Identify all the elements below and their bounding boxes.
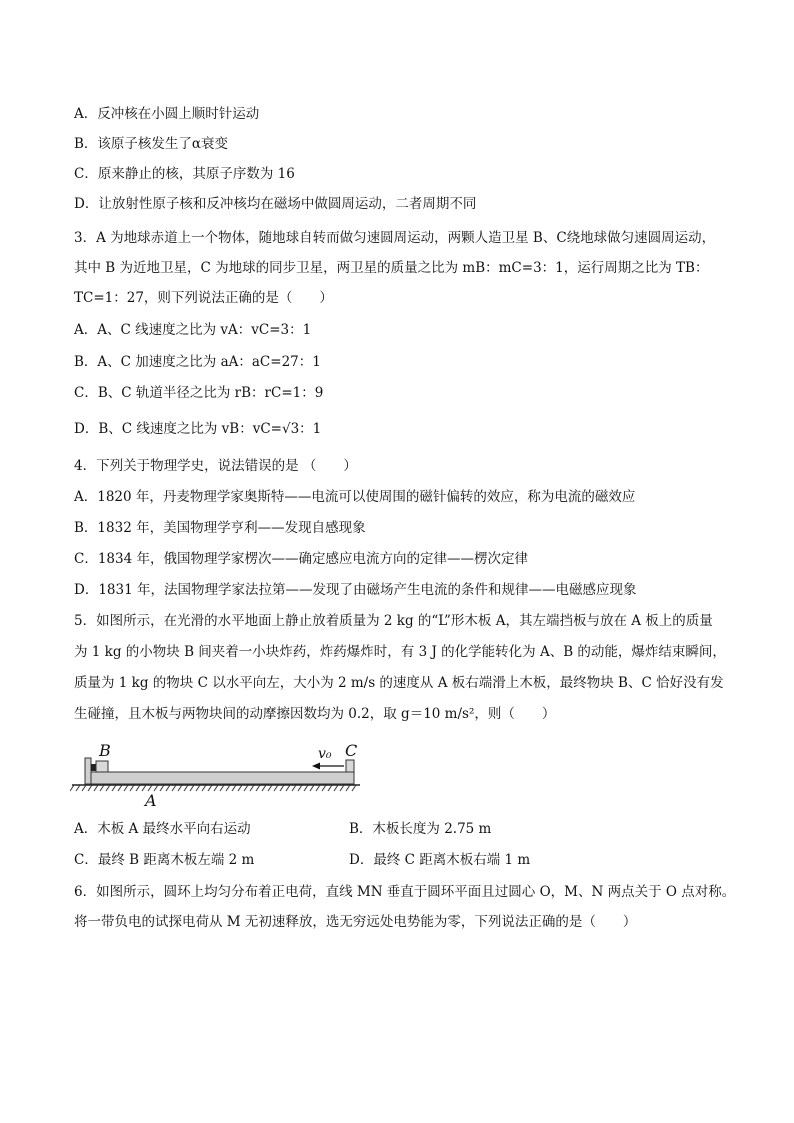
q3-option-a: A．A、C 线速度之比为 vA：vC=3：1 xyxy=(74,322,312,338)
q2-option-a: A．反冲核在小圆上顺时针运动 xyxy=(74,106,260,122)
q5-stem-line-3: 质量为 1 kg 的物块 C 以水平向左，大小为 2 m/s 的速度从 A 板右端滑上木板，最终物块 B、C 恰好没有发 xyxy=(74,675,724,691)
board-left-stop xyxy=(85,758,91,784)
label-a: A xyxy=(145,791,157,810)
explosive xyxy=(91,764,96,771)
q2-option-b: B．该原子核发生了α衰变 xyxy=(74,136,229,152)
q4-option-b: B．1832 年，美国物理学亨利——发现自感现象 xyxy=(74,520,366,536)
ground-hatching xyxy=(70,785,356,791)
q2-option-c: C．原来静止的核，其原子序数为 16 xyxy=(74,166,295,182)
q4-option-a: A．1820 年，丹麦物理学家奥斯特——电流可以使周围的磁针偏转的效应，称为电流的磁效应 xyxy=(74,489,636,505)
q3-option-c: C．B、C 轨道半径之比为 rB：rC=1：9 xyxy=(74,385,324,401)
block-c xyxy=(346,760,354,772)
block-b xyxy=(96,761,108,772)
q3-stem-line-2: 其中 B 为近地卫星，C 为地球的同步卫星，两卫星的质量之比为 mB：mC=3：1，运行周期之比为 TB： xyxy=(74,260,709,276)
q6-stem-line-1: 6．如图所示，圆环上均匀分布着正电荷，直线 MN 垂直于圆环平面且过圆心 O，M、N 两点关于 O 点对称。 xyxy=(74,884,736,900)
q4-stem: 4．下列关于物理学史，说法错误的是 （ ） xyxy=(74,458,357,474)
label-v0: v₀ xyxy=(318,746,332,762)
q5-option-d: D．最终 C 距离木板右端 1 m xyxy=(349,852,531,868)
q3-option-d: D．B、C 线速度之比为 vB：vC=√3：1 xyxy=(74,421,322,437)
label-c: C xyxy=(345,741,358,760)
q3-option-b: B．A、C 加速度之比为 aA：aC=27：1 xyxy=(74,354,321,370)
q5-board-diagram xyxy=(70,738,370,810)
velocity-arrow-head xyxy=(312,763,320,770)
q5-option-b: B．木板长度为 2.75 m xyxy=(349,821,492,837)
q5-option-a: A．木板 A 最终水平向右运动 xyxy=(74,821,251,837)
q3-stem-line-3: TC=1：27，则下列说法正确的是（ ） xyxy=(74,290,333,306)
q4-option-d: D．1831 年，法国物理学家法拉第——发现了由磁场产生电流的条件和规律——电磁感应现象 xyxy=(74,582,637,598)
board-a xyxy=(85,772,354,784)
q6-stem-line-2: 将一带负电的试探电荷从 M 无初速释放，选无穷远处电势能为零，下列说法正确的是（ ） xyxy=(74,914,637,930)
q5-stem-line-1: 5．如图所示，在光滑的水平地面上静止放着质量为 2 kg 的“L”形木板 A，其左端挡板与放在 A 板上的质量 xyxy=(74,613,713,629)
q4-option-c: C．1834 年，俄国物理学家楞次——确定感应电流方向的定律——楞次定律 xyxy=(74,551,528,567)
q3-stem-line-1: 3．A 为地球赤道上一个物体，随地球自转而做匀速圆周运动，两颗人造卫星 B、C绕地球做匀速圆周运动， xyxy=(74,230,716,246)
q5-option-c: C．最终 B 距离木板左端 2 m xyxy=(74,852,255,868)
q2-option-d: D．让放射性原子核和反冲核均在磁场中做圆周运动，二者周期不同 xyxy=(74,196,477,212)
q5-stem-line-4: 生碰撞，且木板与两物块间的动摩擦因数均为 0.2，取 g＝10 m/s²，则（ ） xyxy=(74,706,556,722)
q5-stem-line-2: 为 1 kg 的小物块 B 间夹着一小块炸药，炸药爆炸时，有 3 J 的化学能转化为 A、B 的动能，爆炸结束瞬间， xyxy=(74,644,726,660)
label-b: B xyxy=(99,741,111,760)
